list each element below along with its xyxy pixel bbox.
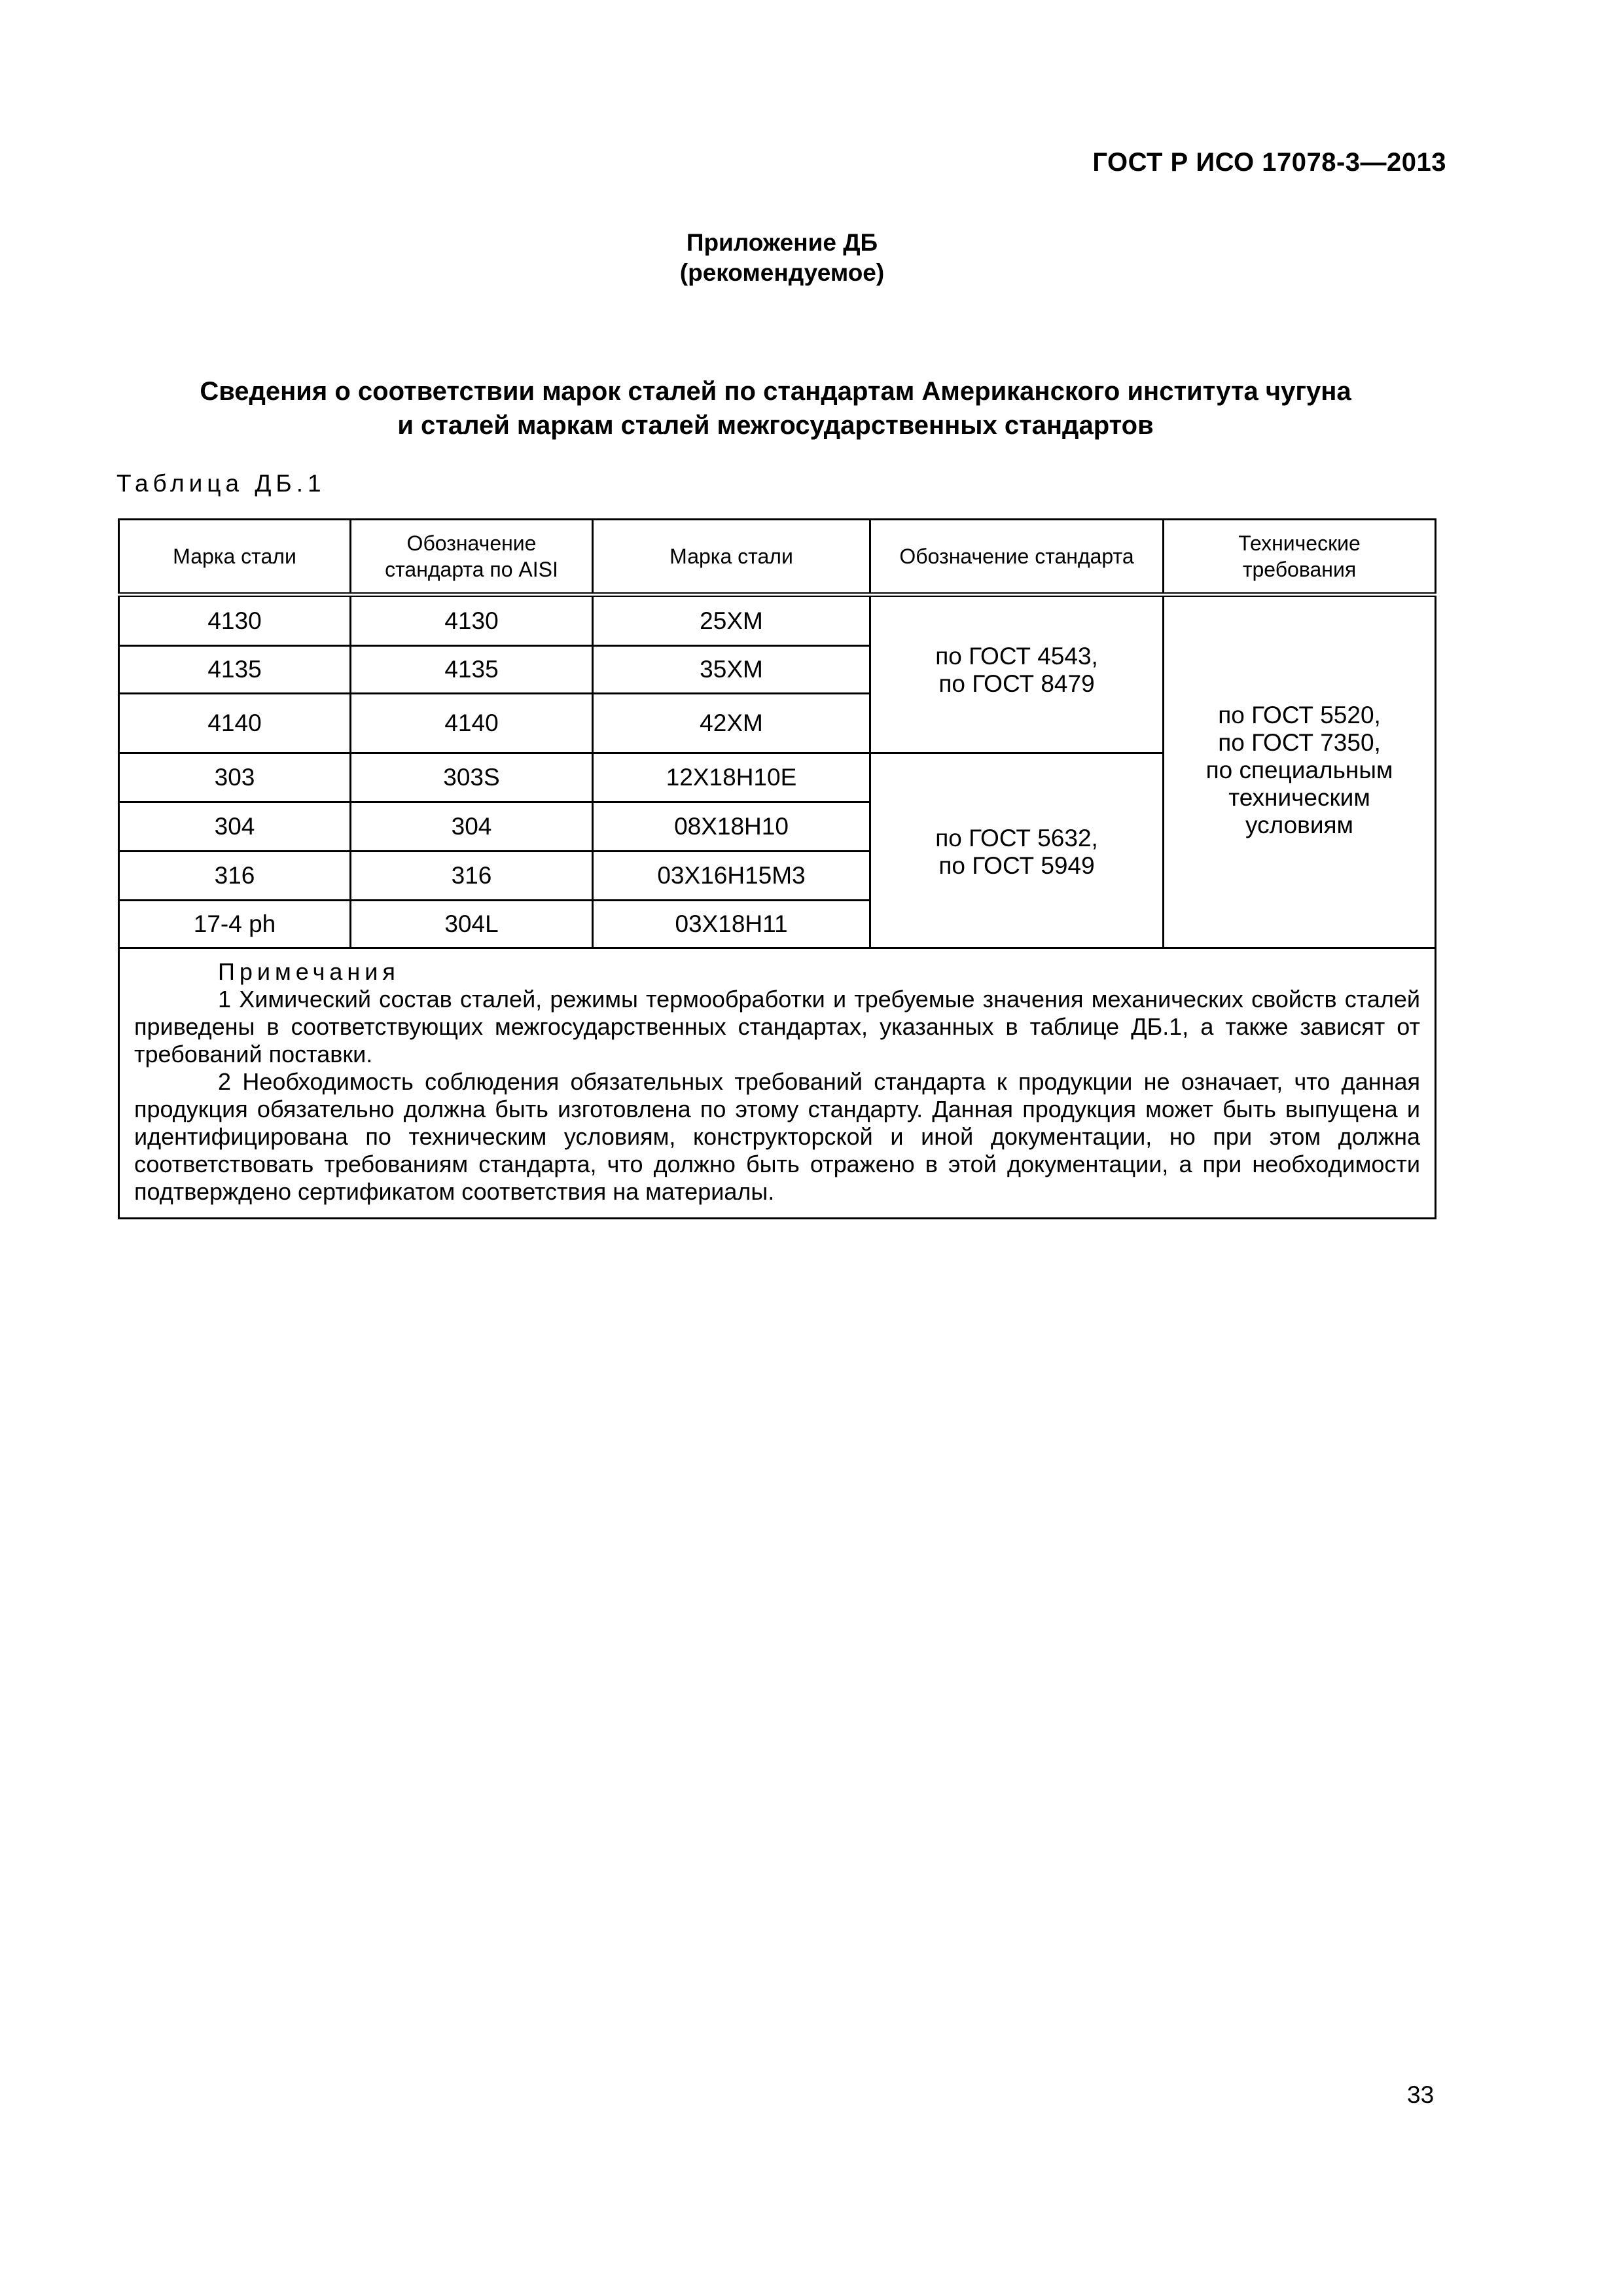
cell-standard-group1	[870, 595, 1164, 753]
cell-grade: 4140	[119, 694, 351, 753]
cell-steel: 03Х16Н15М3	[593, 852, 870, 901]
tech-line5: условиям	[1245, 812, 1353, 838]
tech-line1: по ГОСТ 5520,	[1218, 702, 1381, 728]
header-standard-designation: Обозначение стандарта	[870, 520, 1164, 595]
header-aisi-line2: стандарта по AISI	[385, 558, 558, 581]
cell-grade: 4130	[119, 595, 351, 646]
cell-grade: 4135	[119, 646, 351, 694]
tech-line3: по специальным	[1205, 757, 1393, 783]
cell-aisi: 304L	[351, 901, 593, 948]
page-number: 33	[1407, 2081, 1435, 2108]
appendix-heading	[0, 228, 1564, 288]
notes-title: Примечания	[218, 958, 400, 985]
cell-steel: 08Х18Н10	[593, 802, 870, 852]
cell-steel: 35ХМ	[593, 646, 870, 694]
header-steel-grade: Марка стали	[593, 520, 870, 595]
steel-grades-table	[118, 518, 1436, 1219]
table-label: Таблица ДБ.1	[116, 470, 326, 497]
standard-group1-line1: по ГОСТ 4543,	[935, 643, 1098, 670]
cell-grade: 304	[119, 802, 351, 852]
notes-row	[119, 948, 1436, 1219]
cell-steel: 42ХМ	[593, 694, 870, 753]
document-code: ГОСТ Р ИСО 17078-3—2013	[1092, 148, 1446, 177]
table-row	[119, 595, 1436, 646]
section-title	[118, 374, 1433, 442]
appendix-title: Приложение ДБ	[686, 229, 878, 256]
cell-standard-group2	[870, 753, 1164, 948]
cell-aisi: 4130	[351, 595, 593, 646]
appendix-status: (рекомендуемое)	[679, 259, 885, 286]
header-tech-line2: требования	[1242, 558, 1357, 581]
standard-group2-line1: по ГОСТ 5632,	[935, 825, 1098, 852]
header-steel-grade-aisi: Марка стали	[119, 520, 351, 595]
section-title-line1: Сведения о соответствии марок сталей по стандартам Американского института чугуна	[200, 377, 1351, 406]
table-header-row	[119, 520, 1436, 595]
cell-tech-requirements	[1164, 595, 1436, 948]
cell-grade: 303	[119, 753, 351, 802]
cell-aisi: 4140	[351, 694, 593, 753]
cell-grade: 17-4 ph	[119, 901, 351, 948]
tech-line4: техническим	[1228, 784, 1370, 811]
header-tech-line1: Технические	[1238, 531, 1361, 555]
cell-aisi: 304	[351, 802, 593, 852]
cell-aisi: 316	[351, 852, 593, 901]
cell-steel: 12Х18Н10Е	[593, 753, 870, 802]
note-2: 2 Необходимость соблюдения обязательных требований стандарта к продукции не означает, что данная продукция обязательно должна быть изготовлена по этому стандарту. Данная продукция может быть выпущена и идентифицирована по техническим условиям, конструкторской и иной документации, но при этом должна соответствовать требованиям стандарта, что должно быть отражено в этой документации, а при необходимости подтверждено сертификатом соответствия на материалы.	[134, 1068, 1420, 1205]
header-aisi-line1: Обозначение	[406, 531, 537, 555]
cell-aisi: 4135	[351, 646, 593, 694]
section-title-line2: и сталей маркам сталей межгосударственных стандартов	[397, 411, 1154, 440]
notes-cell	[119, 948, 1436, 1219]
header-aisi-standard	[351, 520, 593, 595]
cell-steel: 03Х18Н11	[593, 901, 870, 948]
cell-steel: 25ХМ	[593, 595, 870, 646]
cell-aisi: 303S	[351, 753, 593, 802]
note-1: 1 Химический состав сталей, режимы термообработки и требуемые значения механических свойств сталей приведены в соответствующих межгосударственных стандартах, указанных в таблице ДБ.1, а также зависят от требований поставки.	[134, 986, 1420, 1067]
standard-group2-line2: по ГОСТ 5949	[938, 852, 1095, 879]
tech-line2: по ГОСТ 7350,	[1218, 729, 1381, 756]
cell-grade: 316	[119, 852, 351, 901]
header-tech-requirements	[1164, 520, 1436, 595]
standard-group1-line2: по ГОСТ 8479	[938, 670, 1095, 697]
